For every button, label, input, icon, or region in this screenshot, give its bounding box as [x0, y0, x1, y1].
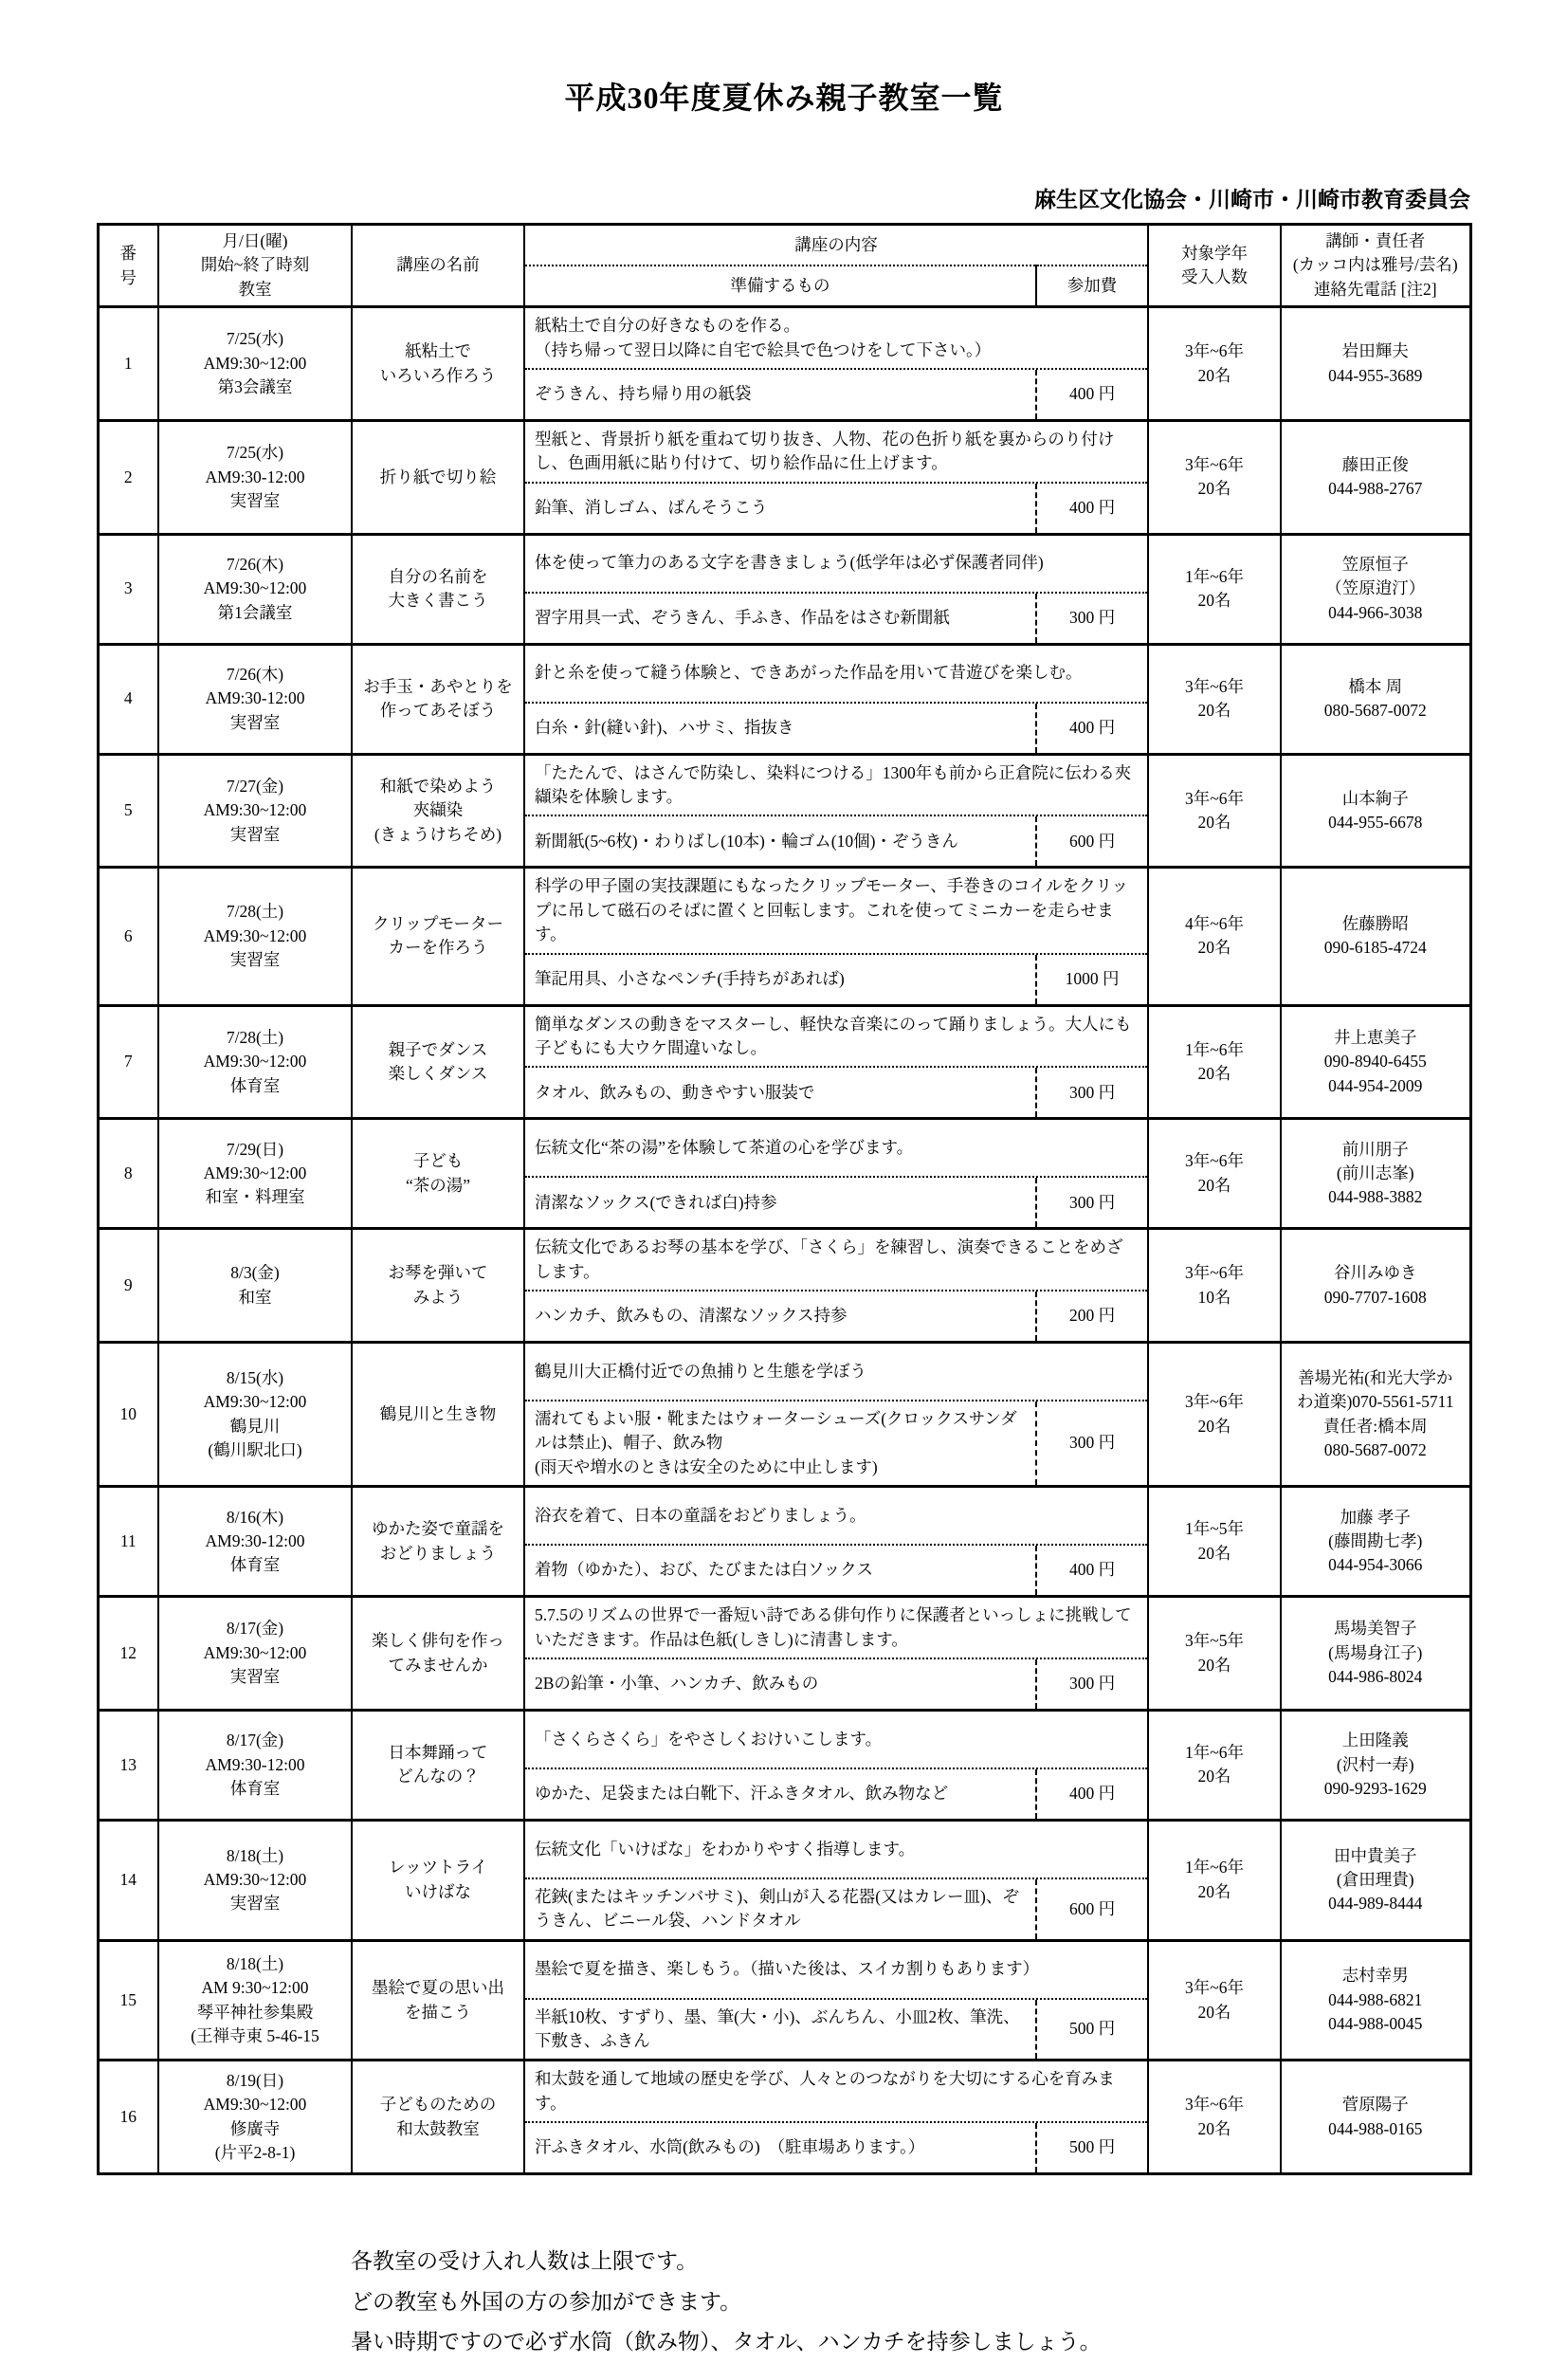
instructor-cell: 谷川みゆき 090-7707-1608: [1281, 1229, 1470, 1343]
header-preparation: 準備するもの: [524, 266, 1036, 307]
instructor-cell: 山本絢子 044-955-6678: [1281, 754, 1470, 868]
fee-cell: 300 円: [1035, 1659, 1147, 1709]
description-cell: 針と糸を使って縫う体験と、できあがった作品を用いて昔遊びを楽しむ。: [525, 646, 1147, 704]
table-row: [98, 1343, 1470, 1487]
table-row: [98, 534, 1470, 644]
preparation-cell: 清潔なソックス(できれば白)持参: [535, 1192, 777, 1212]
instructor-cell: 菅原陽子 044-988-0165: [1281, 2061, 1470, 2174]
page-title: 平成30年度夏休み親子教室一覧: [564, 81, 1004, 115]
preparation-cell: 鉛筆、消しゴム、ばんそうこう: [535, 497, 768, 517]
content-cell: [524, 1229, 1148, 1343]
fee-cell: 400 円: [1035, 484, 1147, 533]
course-name-cell: 墨絵で夏の思い出 を描こう: [352, 1940, 524, 2061]
fee-cell: 300 円: [1035, 1401, 1147, 1485]
schedule-cell: 8/17(金) AM9:30~12:00 実習室: [158, 1597, 352, 1711]
grade-capacity-cell: 3年~6年 20名: [1148, 754, 1281, 868]
preparation-cell: タオル、飲みもの、動きやすい服装で: [535, 1082, 815, 1102]
fee-cell: 1000 円: [1035, 955, 1147, 1004]
classes-table: [97, 223, 1472, 2175]
course-name-cell: レッツトライ いけばな: [352, 1820, 524, 1940]
description-cell: 簡単なダンスの動きをマスターし、軽快な音楽にのって踊りましょう。大人にも子どもにも大ウケ間違いなし。: [525, 1007, 1147, 1069]
course-name-cell: 鶴見川と生き物: [352, 1343, 524, 1487]
grade-capacity-cell: 3年~6年 20名: [1148, 1940, 1281, 2061]
classes-table-body: [98, 307, 1470, 2174]
table-row: [98, 644, 1470, 754]
schedule-cell: 8/18(土) AM9:30~12:00 実習室: [158, 1820, 352, 1940]
grade-capacity-cell: 4年~6年 20名: [1148, 868, 1281, 1005]
header-course-name: 講座の名前: [352, 225, 524, 307]
content-cell: [524, 1005, 1148, 1119]
table-row: [98, 2061, 1470, 2174]
schedule-cell: 7/28(土) AM9:30~12:00 実習室: [158, 868, 352, 1005]
number-cell: 3: [98, 534, 158, 644]
schedule-cell: 8/3(金) 和室: [158, 1229, 352, 1343]
grade-capacity-cell: 1年~6年 20名: [1148, 1005, 1281, 1119]
instructor-cell: 橋本 周 080-5687-0072: [1281, 644, 1470, 754]
schedule-cell: 8/16(木) AM9:30-12:00 体育室: [158, 1487, 352, 1597]
schedule-cell: 8/17(金) AM9:30-12:00 体育室: [158, 1710, 352, 1820]
fee-cell: 300 円: [1035, 594, 1147, 643]
schedule-cell: 7/26(木) AM9:30~12:00 第1会議室: [158, 534, 352, 644]
description-cell: 伝統文化であるお琴の基本を学び、「さくら」を練習し、演奏できることをめざします。: [525, 1230, 1147, 1291]
course-name-cell: 楽しく俳句を作っ てみませんか: [352, 1597, 524, 1711]
fee-cell: 500 円: [1035, 2000, 1147, 2060]
preparation-cell: 2Bの鉛筆・小筆、ハンカチ、飲みもの: [535, 1674, 819, 1694]
preparation-cell: 汗ふきタオル、水筒(飲みもの) （駐車場あります。）: [535, 2137, 925, 2157]
preparation-cell: 花鋏(またはキッチンバサミ)、剣山が入る花器(又はカレー皿)、ぞうきん、ビニール袋、ハンドタオル: [535, 1886, 1019, 1931]
content-cell: [524, 754, 1148, 868]
course-name-cell: お手玉・あやとりを 作ってあそぼう: [352, 644, 524, 754]
instructor-cell: 上田隆義 (沢村一寿) 090-9293-1629: [1281, 1710, 1470, 1820]
schedule-cell: 7/26(木) AM9:30-12:00 実習室: [158, 644, 352, 754]
fee-cell: 400 円: [1035, 1546, 1147, 1595]
fee-cell: 400 円: [1035, 1769, 1147, 1819]
schedule-cell: 8/18(土) AM 9:30~12:00 琴平神社参集殿 (王禅寺東 5-46-15: [158, 1940, 352, 2061]
fee-cell: 300 円: [1035, 1178, 1147, 1227]
number-cell: 5: [98, 754, 158, 868]
fee-cell: 300 円: [1035, 1068, 1147, 1117]
grade-capacity-cell: 3年~6年 20名: [1148, 2061, 1281, 2174]
number-cell: 15: [98, 1940, 158, 2061]
table-row: [98, 1820, 1470, 1940]
table-row: [98, 1005, 1470, 1119]
number-cell: 2: [98, 420, 158, 534]
preparation-cell: 濡れてもよい服・靴またはウォーターシューズ(クロックスサンダルは禁止)、帽子、飲み物 (雨天や増水のときは安全のために中止します): [535, 1409, 1017, 1476]
number-cell: 13: [98, 1710, 158, 1820]
content-cell: [524, 868, 1148, 1005]
instructor-cell: 笠原恒子 （笠原逍汀） 044-966-3038: [1281, 534, 1470, 644]
table-header: [98, 225, 1470, 307]
table-row: [98, 1119, 1470, 1229]
grade-capacity-cell: 3年~6年 10名: [1148, 1229, 1281, 1343]
footer-notes: 各教室の受け入れ人数は上限です。 どの教室も外国の方の参加ができます。 暑い時期ですので必ず水筒（飲み物）、タオル、ハンカチを持参しましょう。: [351, 2249, 1102, 2354]
header-schedule: 月/日(曜) 開始~終了時刻 教室: [158, 225, 352, 307]
preparation-cell: 白糸・針(縫い針)、ハサミ、指抜き: [535, 717, 794, 737]
content-cell: [524, 1710, 1148, 1820]
course-name-cell: 折り紙で切り絵: [352, 420, 524, 534]
content-cell: [524, 1343, 1148, 1487]
description-cell: 体を使って筆力のある文字を書きましょう(低学年は必ず保護者同伴): [525, 536, 1147, 594]
description-cell: 「たたんで、はさんで防染し、染料につける」1300年も前から正倉院に伝わる夾纈染を体験します。: [525, 756, 1147, 817]
schedule-cell: 7/27(金) AM9:30~12:00 実習室: [158, 754, 352, 868]
content-cell: [524, 420, 1148, 534]
header-instructor: 講師・責任者 (カッコ内は雅号/芸名) 連絡先電話 [注2]: [1281, 225, 1470, 307]
organizer-line: 麻生区文化協会・川崎市・川崎市教育委員会: [1034, 188, 1470, 211]
number-cell: 11: [98, 1487, 158, 1597]
description-cell: 伝統文化「いけばな」をわかりやすく指導します。: [525, 1822, 1147, 1879]
table-row: [98, 420, 1470, 534]
header-fee: 参加費: [1036, 266, 1148, 307]
instructor-cell: 佐藤勝昭 090-6185-4724: [1281, 868, 1470, 1005]
schedule-cell: 7/25(水) AM9:30~12:00 第3会議室: [158, 307, 352, 421]
preparation-cell: 着物（ゆかた）、おび、たびまたは白ソックス: [535, 1560, 873, 1580]
preparation-cell: ぞうきん、持ち帰り用の紙袋: [535, 384, 752, 404]
number-cell: 8: [98, 1119, 158, 1229]
number-cell: 6: [98, 868, 158, 1005]
instructor-cell: 藤田正俊 044-988-2767: [1281, 420, 1470, 534]
grade-capacity-cell: 3年~6年 20名: [1148, 420, 1281, 534]
course-name-cell: 紙粘土で いろいろ作ろう: [352, 307, 524, 421]
instructor-cell: 岩田輝夫 044-955-3689: [1281, 307, 1470, 421]
instructor-cell: 善場光祐(和光大学か わ道楽)070-5561-5711 責任者:橋本周 080-5687-0072: [1281, 1343, 1470, 1487]
description-cell: 鶴見川大正橋付近での魚捕りと生態を学ぼう: [525, 1344, 1147, 1401]
number-cell: 10: [98, 1343, 158, 1487]
header-content: 講座の内容: [524, 225, 1148, 266]
description-cell: 墨絵で夏を描き、楽しもう。（描いた後は、スイカ割りもあります）: [525, 1942, 1147, 2000]
schedule-cell: 8/15(水) AM9:30~12:00 鶴見川 (鶴川駅北口): [158, 1343, 352, 1487]
description-cell: 5.7.5のリズムの世界で一番短い詩である俳句作りに保護者といっしょに挑戦していただきます。作品は色紙(しきし)に清書します。: [525, 1598, 1147, 1659]
header-number: 番 号: [98, 225, 158, 307]
grade-capacity-cell: 1年~6年 20名: [1148, 534, 1281, 644]
course-name-cell: 親子でダンス 楽しくダンス: [352, 1005, 524, 1119]
content-cell: [524, 1940, 1148, 2061]
description-cell: 「さくらさくら」をやさしくおけいこします。: [525, 1712, 1147, 1769]
preparation-cell: 習字用具一式、ぞうきん、手ふき、作品をはさむ新聞紙: [535, 607, 950, 627]
instructor-cell: 志村幸男 044-988-6821 044-988-0045: [1281, 1940, 1470, 2061]
fee-cell: 400 円: [1035, 704, 1147, 753]
instructor-cell: 田中貴美子 (倉田理貴) 044-989-8444: [1281, 1820, 1470, 1940]
content-cell: [524, 644, 1148, 754]
grade-capacity-cell: 3年~5年 20名: [1148, 1597, 1281, 1711]
content-cell: [524, 307, 1148, 421]
grade-capacity-cell: 3年~6年 20名: [1148, 1119, 1281, 1229]
fee-cell: 500 円: [1035, 2123, 1147, 2172]
description-cell: 型紙と、背景折り紙を重ねて切り抜き、人物、花の色折り紙を裏からのり付けし、色画用紙に貼り付けて、切り絵作品に仕上げます。: [525, 422, 1147, 484]
description-cell: 科学の甲子園の実技課題にもなったクリップモーター、手巻きのコイルをクリップに吊して磁石のそばに置くと回転します。これを使ってミニカーを走らせます。: [525, 869, 1147, 954]
course-name-cell: ゆかた姿で童謡を おどりましょう: [352, 1487, 524, 1597]
fee-cell: 600 円: [1035, 816, 1147, 866]
table-row: [98, 307, 1470, 421]
fee-cell: 200 円: [1035, 1291, 1147, 1341]
grade-capacity-cell: 1年~6年 20名: [1148, 1820, 1281, 1940]
number-cell: 1: [98, 307, 158, 421]
course-name-cell: 子ども “茶の湯”: [352, 1119, 524, 1229]
schedule-cell: 8/19(日) AM9:30~12:00 修廣寺 (片平2-8-1): [158, 2061, 352, 2174]
instructor-cell: 馬場美智子 (馬場身江子) 044-986-8024: [1281, 1597, 1470, 1711]
number-cell: 9: [98, 1229, 158, 1343]
number-cell: 12: [98, 1597, 158, 1711]
table-row: [98, 1597, 1470, 1711]
course-name-cell: 日本舞踊って どんなの？: [352, 1710, 524, 1820]
content-cell: [524, 1820, 1148, 1940]
course-name-cell: 和紙で染めよう 夾纈染 (きょうけちそめ): [352, 754, 524, 868]
content-cell: [524, 1487, 1148, 1597]
table-row: [98, 1710, 1470, 1820]
description-cell: 紙粘土で自分の好きなものを作る。 （持ち帰って翌日以降に自宅で絵具で色つけをして下さい。）: [525, 308, 1147, 370]
table-row: [98, 1487, 1470, 1597]
course-name-cell: 自分の名前を 大きく書こう: [352, 534, 524, 644]
preparation-cell: ハンカチ、飲みもの、清潔なソックス持参: [535, 1306, 848, 1326]
content-cell: [524, 2061, 1148, 2174]
content-cell: [524, 1597, 1148, 1711]
schedule-cell: 7/28(土) AM9:30~12:00 体育室: [158, 1005, 352, 1119]
preparation-cell: 筆記用具、小さなペンチ(手持ちがあれば): [535, 968, 845, 988]
description-cell: 和太鼓を通して地域の歴史を学び、人々とのつながりを大切にする心を育みます。: [525, 2061, 1147, 2123]
course-name-cell: お琴を弾いて みよう: [352, 1229, 524, 1343]
schedule-cell: 7/25(水) AM9:30-12:00 実習室: [158, 420, 352, 534]
table-row: [98, 868, 1470, 1005]
fee-cell: 600 円: [1035, 1879, 1147, 1939]
table-row: [98, 1940, 1470, 2061]
number-cell: 4: [98, 644, 158, 754]
preparation-cell: ゆかた、足袋または白靴下、汗ふきタオル、飲み物など: [535, 1784, 949, 1804]
grade-capacity-cell: 1年~5年 20名: [1148, 1487, 1281, 1597]
content-cell: [524, 1119, 1148, 1229]
number-cell: 16: [98, 2061, 158, 2174]
grade-capacity-cell: 3年~6年 20名: [1148, 644, 1281, 754]
course-name-cell: 子どものための 和太鼓教室: [352, 2061, 524, 2174]
header-grade-capacity: 対象学年 受入人数: [1148, 225, 1281, 307]
instructor-cell: 加藤 孝子 (藤間勘七孝) 044-954-3066: [1281, 1487, 1470, 1597]
instructor-cell: 前川朋子 (前川志峯) 044-988-3882: [1281, 1119, 1470, 1229]
number-cell: 14: [98, 1820, 158, 1940]
content-cell: [524, 534, 1148, 644]
number-cell: 7: [98, 1005, 158, 1119]
table-row: [98, 754, 1470, 868]
grade-capacity-cell: 3年~6年 20名: [1148, 307, 1281, 421]
table-row: [98, 1229, 1470, 1343]
fee-cell: 400 円: [1035, 370, 1147, 419]
preparation-cell: 半紙10枚、すずり、墨、筆(大・小)、ぶんちん、小皿2枚、筆洗、下敷き、ふきん: [535, 2006, 1020, 2050]
grade-capacity-cell: 3年~6年 20名: [1148, 1343, 1281, 1487]
instructor-cell: 井上恵美子 090-8940-6455 044-954-2009: [1281, 1005, 1470, 1119]
grade-capacity-cell: 1年~6年 20名: [1148, 1710, 1281, 1820]
preparation-cell: 新聞紙(5~6枚)・わりばし(10本)・輪ゴム(10個)・ぞうきん: [535, 831, 958, 851]
description-cell: 浴衣を着て、日本の童謡をおどりましょう。: [525, 1488, 1147, 1546]
description-cell: 伝統文化“茶の湯”を体験して茶道の心を学びます。: [525, 1120, 1147, 1178]
course-name-cell: クリップモーター カーを作ろう: [352, 868, 524, 1005]
schedule-cell: 7/29(日) AM9:30~12:00 和室・料理室: [158, 1119, 352, 1229]
